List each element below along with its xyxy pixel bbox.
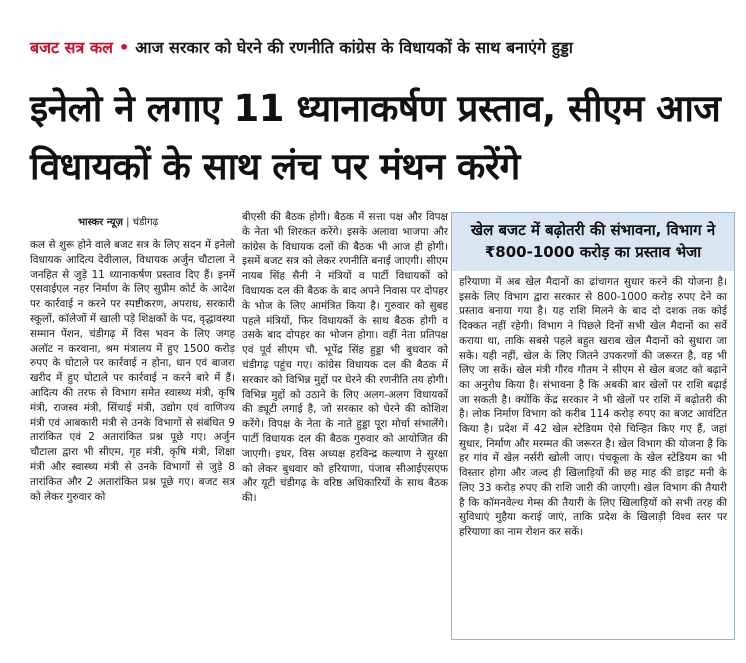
kicker-bullet: • xyxy=(119,38,130,57)
article-column-1: कल से शुरू होने वाले बजट सत्र के लिए सदन में इनेलो विधायक आदित्य देवीलाल, विधायक अर्जुन चौटाला ने जनहित से जुड़े 11 ध्यानाकर्षण प्रस्ताव दिए हैं। इनमें एसवाईएल नहर निर्माण के लिए सुप्रीम कोर्ट के आदेश पर कार्रवाई न करने पर स्पष्टीकरण, अपराध, सरकारी स्कूलों, कॉलेजों में खाली पड़े शिक्षकों के पद, वृद्धावस्था सम्मान पेंशन, चंडीगढ़ में विस भवन के लिए जगह अलॉट न करवाना, श्रम मंत्रालय में हुए 1500 करोड़ रुपए के घोटाले पर कार्रवाई न होना, धान एवं बाजरा खरीद में हुए घोटाले पर कार्रवाई न करने बारे में हैं। आदित्य की तरफ से विभाग समेत स्वास्थ्य मंत्री, कृषि मंत्री, राजस्व मंत्री, सिंचाई मंत्री, उद्योग एवं वाणिज्य मंत्री एवं आबकारी मंत्री से उनके विभागों से संबंधित 9 तारांकित एवं 2 अतारांकित प्रश्न पूछे गए। अर्जुन चौटाला द्वारा भी सीएम, गृह मंत्री, कृषि मंत्री, शिक्षा मंत्री और स्वास्थ्य मंत्री से उनके विभागों से जुड़े 8 तारांकित और 2 अतारांकित प्रश्न पूछे गए। बजट सत्र को लेकर गुरुवार को xyxy=(30,239,235,503)
kicker-text: आज सरकार को घेरने की रणनीति कांग्रेस के विधायकों के साथ बनाएंगे हुड्डा xyxy=(135,38,573,57)
byline: भास्कर न्यूज़ | चंडीगढ़ xyxy=(78,217,159,228)
byline-agency: भास्कर न्यूज़ xyxy=(78,217,123,228)
article-column-2: बीएसी की बैठक होगी। बैठक में सत्ता पक्ष और विपक्ष के नेता भी शिरकत करेंगे। इसके अलावा भाजपा और कांग्रेस के विधायक दलों की बैठक भी आज ही होगी। इसमें बजट सत्र को लेकर रणनीति बनाई जाएगी। सीएम नायब सिंह सैनी ने मंत्रियों व पार्टी विधायकों को विधायक दल की बैठक के बाद अपने निवास पर दोपहर के भोज के लिए आमंत्रित किया है। गुरुवार को सुबह पहले मंत्रियों, फिर विधायकों के साथ बैठक होगी व उसके बाद दोपहर का भोजन होगा। वहीं नेता प्रतिपक्ष एवं पूर्व सीएम चौ. भूपेंद्र सिंह हुड्डा भी बुधवार को चंडीगढ़ पहुंच गए। कांग्रेस विधायक दल की बैठक में सरकार को विभिन्न मुद्दों पर घेरने की रणनीति तय होगी। विभिन्न मुद्दों को उठाने के लिए अलग-अलग विधायकों की ड्यूटी लगाई है, जो सरकार को घेरने की कोशिश करेंगे। विपक्ष के नेता के नाते हुड्डा पूरा मोर्चा संभालेंगे। पार्टी विधायक दल की बैठक गुरुवार को आयोजित की जाएगी। इधर, विस अध्यक्ष हरविन्द्र कल्याण ने सुरक्षा को लेकर बुधवार को हरियाणा, पंजाब सीआईएसएफ और यूटी चंडीगढ़ के वरिष्ठ अधिकारियों के साथ बैठक की। xyxy=(242,211,448,505)
byline-city: चंडीगढ़ xyxy=(132,217,159,228)
sidebar-box xyxy=(451,212,735,640)
headline: इनेलो ने लगाए 11 ध्यानाकर्षण प्रस्ताव, सीएम आज विधायकों के साथ लंच पर मंथन करेंगे xyxy=(30,87,721,188)
kicker xyxy=(30,36,730,58)
kicker-tag: बजट सत्र कल xyxy=(30,38,113,57)
sidebar-title: खेल बजट में बढ़ोतरी की संभावना, विभाग ने ₹800-1000 करोड़ का प्रस्ताव भेजा xyxy=(452,213,734,271)
sidebar-body: हरियाणा में अब खेल मैदानों का ढांचागत सुधार करने की योजना है। इसके लिए विभाग द्वारा सरकार से 800-1000 करोड़ रुपए देने का प्रस्ताव बनाया गया है। यह राशि मिलने के बाद दो दशक तक कोई दिक्कत नहीं रहेगी। विभाग ने पिछले दिनों सभी खेल मैदानों का सर्वे कराया था, ताकि सबसे पहले बहुत खराब खेल मैदानों को सुधारा जा सके। यही नहीं, खेल के लिए जितने उपकरणों की जरूरत है, वह भी लिए जा सकें। खेल मंत्री गौरव गौतम ने सीएम से खेल बजट को बढ़ाने का अनुरोध किया है। संभावना है कि अबकी बार खेलों पर राशि बढ़ाई जा सकती है। क्योंकि केंद्र सरकार ने भी खेलों पर राशि में बढ़ोतरी की है। लोक निर्माण विभाग को करीब 114 करोड़ रुपए का बजट आवंटित किया है। प्रदेश में 42 खेल स्टेडियम ऐसे चिन्हित किए गए हैं, जहां सुधार, निर्माण और मरम्मत की जरूरत है। खेल विभाग की योजना है कि हर गांव में खेल नर्सरी खोली जाए। पंचकूला के खेल स्टेडियम का भी विस्तार होगा और जल्द ही खिलाड़ियों की छह माह की डाइट मनी के लिए 33 करोड़ रुपए की राशि जारी की जाएगी। खेल विभाग की तैयारी है कि कॉमनवेल्थ गेम्स की तैयारी के लिए खिलाड़ियों को सभी तरह की सुविधाएं मुहैया कराई जाएं, ताकि प्रदेश के खिलाड़ी विश्व स्तर पर हरियाणा का नाम रोशन कर सकें। xyxy=(459,276,727,538)
